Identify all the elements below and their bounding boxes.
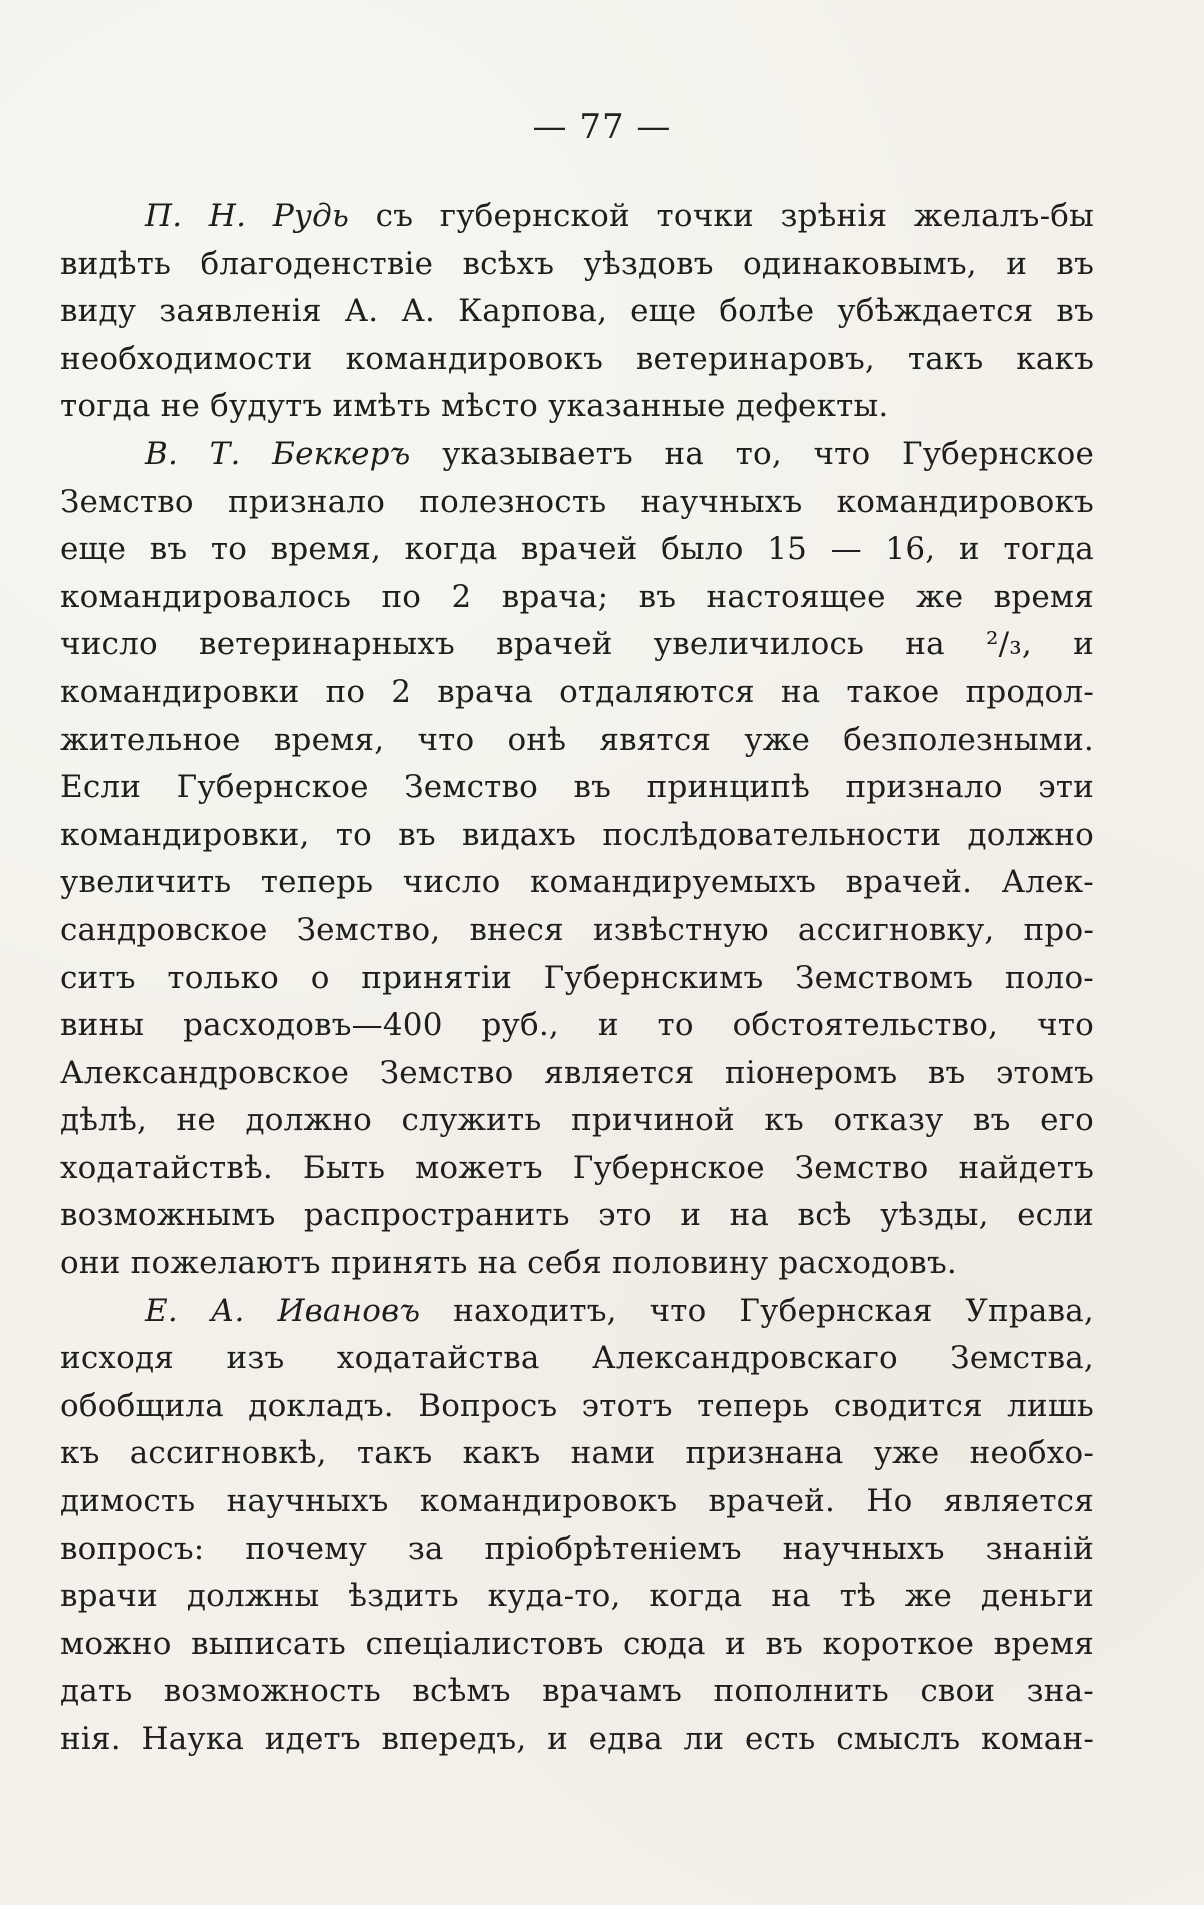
text-line xyxy=(60,1288,1094,1336)
paragraph xyxy=(60,193,1094,431)
text-line: къ ассигновкѣ, такъ какъ нами признана уже необхо- xyxy=(60,1435,1094,1472)
text-span: съ губернской точки зрѣнія желалъ-бы xyxy=(349,198,1094,234)
text-line: необходимости командировокъ ветеринаровъ, такъ какъ xyxy=(60,340,1094,377)
text-line: командировки по 2 врача отдаляются на такое продол- xyxy=(60,673,1094,710)
text-line: число ветеринарныхъ врачей увеличилось на ²/₃, и xyxy=(60,626,1094,663)
text-line: нія. Наука идетъ впередъ, и едва ли есть смыслъ коман- xyxy=(60,1721,1094,1757)
text-line: дать возможность всѣмъ врачамъ пополнить свои зна- xyxy=(60,1673,1094,1710)
text-line: возможнымъ распространить это и на всѣ уѣзды, если xyxy=(60,1197,1094,1234)
text-line: еще въ то время, когда врачей было 15 — 16, и тогда xyxy=(60,531,1094,568)
text-line: командировки, то въ видахъ послѣдовательности должно xyxy=(60,816,1094,853)
text-line: димость научныхъ командировокъ врачей. Но является xyxy=(60,1483,1094,1520)
text-line: увеличить теперь число командируемыхъ врачей. Алек- xyxy=(60,864,1094,901)
text-line: виду заявленія А. А. Карпова, еще болѣе убѣждается въ xyxy=(60,293,1094,330)
text-line: вины расходовъ—400 руб., и то обстоятельство, что xyxy=(60,1007,1094,1044)
text-line: обобщила докладъ. Вопросъ этотъ теперь сводится лишь xyxy=(60,1387,1094,1424)
speaker-name: В. Т. Беккеръ xyxy=(145,435,411,472)
text-line: можно выписать спеціалистовъ сюда и въ короткое время xyxy=(60,1625,1094,1662)
page-number: — 77 — xyxy=(532,107,672,147)
text-line: ходатайствѣ. Быть можетъ Губернское Земство найдетъ xyxy=(60,1149,1094,1186)
paragraph xyxy=(60,1288,1094,1764)
text-line xyxy=(60,431,1094,479)
text-line xyxy=(60,193,1094,241)
paragraph xyxy=(60,431,1094,1288)
text-line: жительное время, что онѣ явятся уже безполезными. xyxy=(60,721,1094,758)
text-line: вопросъ: почему за пріобрѣтеніемъ научныхъ знаній xyxy=(60,1530,1094,1567)
text-line: видѣть благоденствіе всѣхъ уѣздовъ одинаковымъ, и въ xyxy=(60,245,1094,282)
text-line: врачи должны ѣздить куда-то, когда на тѣ же деньги xyxy=(60,1578,1094,1615)
text-line: дѣлѣ, не должно служить причиной къ отказу въ его xyxy=(60,1102,1094,1139)
text-line: Земство признало полезность научныхъ командировокъ xyxy=(60,483,1094,520)
text-line: тогда не будутъ имѣть мѣсто указанные дефекты. xyxy=(60,388,889,425)
text-line: они пожелаютъ принять на себя половину расходовъ. xyxy=(60,1245,957,1282)
text-line: командировалось по 2 врача; въ настоящее же время xyxy=(60,578,1094,615)
body-text xyxy=(60,193,1094,1764)
text-span: находитъ, что Губернская Управа, xyxy=(420,1292,1094,1329)
text-line: Если Губернское Земство въ принципѣ признало эти xyxy=(60,769,1094,806)
text-line: сандровское Земство, внеся извѣстную ассигновку, про- xyxy=(60,911,1094,948)
speaker-name: П. Н. Рудь xyxy=(145,198,350,234)
text-line: Александровское Земство является піонеромъ въ этомъ xyxy=(60,1054,1094,1091)
text-span: указываетъ на то, что Губернское xyxy=(410,435,1094,472)
text-line: ситъ только о принятіи Губернскимъ Земствомъ поло- xyxy=(60,959,1094,996)
text-line: исходя изъ ходатайства Александровскаго Земства, xyxy=(60,1340,1094,1377)
speaker-name: Е. А. Ивановъ xyxy=(145,1292,421,1329)
